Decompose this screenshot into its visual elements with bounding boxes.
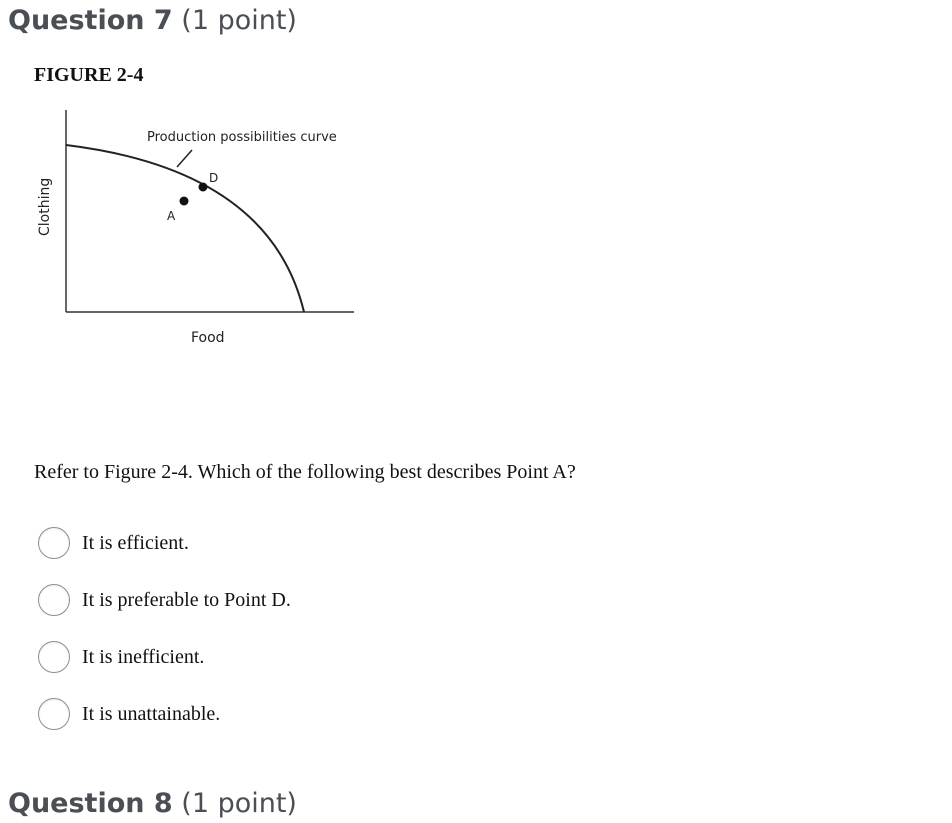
figure-title: FIGURE 2-4 (34, 64, 144, 86)
option-efficient[interactable] (38, 525, 189, 561)
question-7-header (8, 7, 297, 34)
radio-button[interactable] (38, 584, 70, 616)
y-axis-label: Clothing (37, 177, 53, 236)
production-possibilities-curve (66, 145, 304, 312)
option-label[interactable]: It is inefficient. (82, 645, 205, 668)
option-preferable-to-d[interactable] (38, 582, 291, 618)
question-7-label: Question 7 (8, 5, 173, 36)
curve-label: Production possibilities curve (147, 130, 337, 145)
question-8-header (8, 790, 297, 817)
question-8-label: Question 8 (8, 788, 173, 819)
option-unattainable[interactable] (38, 696, 220, 732)
point-d (199, 183, 208, 192)
ppc-figure (20, 100, 370, 360)
radio-button[interactable] (38, 698, 70, 730)
radio-button[interactable] (38, 641, 70, 673)
option-label[interactable]: It is unattainable. (82, 702, 221, 725)
point-a (180, 197, 189, 206)
radio-button[interactable] (38, 527, 70, 559)
point-d-label: D (209, 171, 219, 185)
option-inefficient[interactable] (38, 639, 204, 675)
x-axis-label: Food (191, 330, 225, 346)
question-text: Refer to Figure 2-4. Which of the following best describes Point A? (34, 461, 576, 483)
option-label[interactable]: It is preferable to Point D. (82, 588, 291, 611)
option-label[interactable]: It is efficient. (82, 531, 189, 554)
curve-label-pointer (177, 150, 192, 167)
point-a-label: A (167, 209, 176, 223)
question-8-points: (1 point) (181, 788, 297, 819)
question-7-points: (1 point) (181, 5, 297, 36)
